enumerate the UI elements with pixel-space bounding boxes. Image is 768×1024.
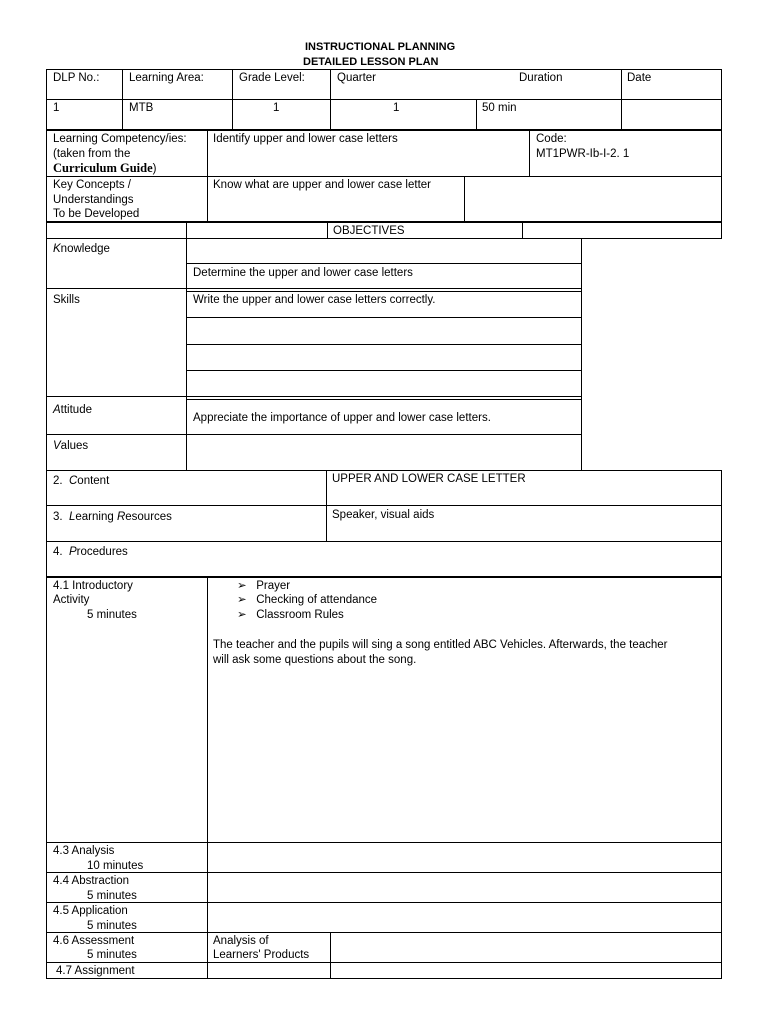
resources-rest: earning	[75, 511, 117, 523]
content-label	[53, 474, 109, 488]
divider	[186, 344, 581, 345]
divider	[581, 239, 582, 470]
divider	[122, 69, 123, 130]
objectives-heading: OBJECTIVES	[333, 225, 405, 237]
knowledge-label	[53, 242, 110, 256]
competency-label: Learning Competency/ies:	[53, 133, 187, 145]
divider	[186, 263, 581, 264]
arrow-bullet-icon: ➢	[237, 594, 247, 606]
procedures-rest: rocedures	[76, 546, 128, 558]
doc-subtitle: DETAILED LESSON PLAN	[303, 56, 439, 68]
divider	[46, 541, 722, 542]
intro-paragraph-2: will ask some questions about the song.	[213, 654, 417, 666]
skills-value: Write the upper and lower case letters correctly.	[193, 294, 436, 306]
knowledge-value: Determine the upper and lower case letters	[193, 267, 413, 279]
divider	[330, 932, 331, 979]
resources-value: Speaker, visual aids	[332, 509, 435, 521]
key-concepts-label: Key Concepts /	[53, 179, 131, 191]
intro-label: 4.1 Introductory	[53, 580, 133, 592]
divider	[186, 317, 581, 318]
intro-paragraph: The teacher and the pupils will sing a song entitled ABC Vehicles. Afterwards, the teacher	[213, 639, 668, 651]
divider	[464, 176, 465, 222]
bullet-item-3	[237, 608, 344, 622]
divider	[476, 99, 477, 130]
values-rest: alues	[60, 440, 89, 452]
knowledge-rest: nowledge	[60, 243, 110, 255]
dlp-value: 1	[53, 102, 60, 114]
divider	[522, 222, 523, 239]
quarter-value: 1	[393, 102, 400, 114]
bullet-text: Prayer	[256, 580, 291, 592]
resources-initial-2: R	[116, 511, 126, 523]
divider	[46, 505, 722, 506]
divider	[186, 399, 581, 400]
abstraction-minutes: 5 minutes	[87, 890, 137, 902]
duration-value: 50 min	[482, 102, 517, 114]
code-label: Code:	[536, 133, 567, 145]
content-value: UPPER AND LOWER CASE LETTER	[332, 473, 526, 485]
divider	[46, 396, 581, 397]
dlp-label: DLP No.:	[53, 72, 100, 84]
learning-area-value: MTB	[129, 102, 154, 114]
assessment-value: Analysis of	[213, 935, 269, 947]
analysis-label: 4.3 Analysis	[53, 845, 115, 857]
divider	[327, 222, 328, 239]
content-rest: ontent	[77, 475, 110, 487]
divider	[529, 130, 530, 176]
doc-title: INSTRUCTIONAL PLANNING	[305, 41, 456, 53]
attitude-value: Appreciate the importance of upper and lower case letters.	[193, 412, 491, 424]
divider	[186, 239, 187, 470]
divider	[621, 69, 622, 130]
resources-initial: L	[68, 511, 76, 523]
resources-num: 3.	[53, 511, 63, 523]
bullet-text: Checking of attendance	[256, 594, 378, 606]
duration-label: Duration	[519, 72, 563, 84]
content-num: 2.	[53, 475, 63, 487]
divider	[46, 288, 581, 289]
attitude-label	[53, 403, 92, 417]
code-value: MT1PWR-Ib-I-2. 1	[536, 148, 630, 160]
assessment-label: 4.6 Assessment	[53, 935, 135, 947]
divider	[46, 842, 722, 843]
arrow-bullet-icon: ➢	[237, 580, 247, 592]
divider	[330, 69, 331, 130]
divider	[232, 69, 233, 130]
analysis-minutes: 10 minutes	[87, 860, 144, 872]
divider	[46, 434, 581, 435]
bullet-item-2	[237, 593, 377, 607]
curriculum-guide-label	[53, 161, 157, 176]
procedures-label	[53, 545, 128, 559]
attitude-initial: A	[53, 404, 61, 416]
divider	[207, 130, 208, 222]
divider	[207, 577, 208, 979]
grade-level-value: 1	[273, 102, 280, 114]
values-initial: V	[53, 440, 61, 452]
key-concepts-label-2: Understandings	[53, 194, 134, 206]
competency-label-2: (taken from the	[53, 148, 131, 160]
divider	[46, 239, 47, 470]
divider	[46, 962, 722, 963]
assessment-value-2: Learners' Products	[213, 949, 310, 961]
curriculum-guide-paren: )	[152, 163, 157, 175]
divider	[46, 176, 722, 177]
intro-minutes: 5 minutes	[87, 609, 137, 621]
resources-label	[53, 510, 172, 524]
application-minutes: 5 minutes	[87, 920, 137, 932]
assessment-minutes: 5 minutes	[87, 949, 137, 961]
divider	[186, 370, 581, 371]
divider	[186, 291, 581, 292]
arrow-bullet-icon: ➢	[237, 609, 247, 621]
application-label: 4.5 Application	[53, 905, 128, 917]
key-concepts-label-3: To be Developed	[53, 208, 140, 220]
resources-rest-2: esources	[125, 511, 172, 523]
divider	[46, 902, 722, 903]
procedures-initial: P	[68, 546, 77, 558]
divider	[186, 222, 187, 239]
knowledge-initial: K	[53, 243, 61, 255]
learning-area-label: Learning Area:	[129, 72, 204, 84]
divider	[326, 470, 327, 541]
key-concepts-value: Know what are upper and lower case letter	[213, 179, 431, 191]
curriculum-guide-text: Curriculum Guide	[53, 161, 153, 175]
skills-label: Skills	[53, 294, 80, 306]
content-initial: C	[68, 475, 78, 487]
bullet-text: Classroom Rules	[256, 609, 344, 621]
intro-label-2: Activity	[53, 594, 90, 606]
procedures-num: 4.	[53, 546, 63, 558]
quarter-label: Quarter	[337, 72, 376, 84]
attitude-rest: ttitude	[60, 404, 92, 416]
abstraction-label: 4.4 Abstraction	[53, 875, 130, 887]
assignment-label: 4.7 Assignment	[56, 965, 135, 977]
grade-level-label: Grade Level:	[239, 72, 305, 84]
values-label	[53, 439, 88, 453]
competency-value: Identify upper and lower case letters	[213, 133, 398, 145]
divider	[46, 932, 722, 933]
bullet-item-1	[237, 579, 290, 593]
divider	[46, 872, 722, 873]
date-label: Date	[627, 72, 652, 84]
